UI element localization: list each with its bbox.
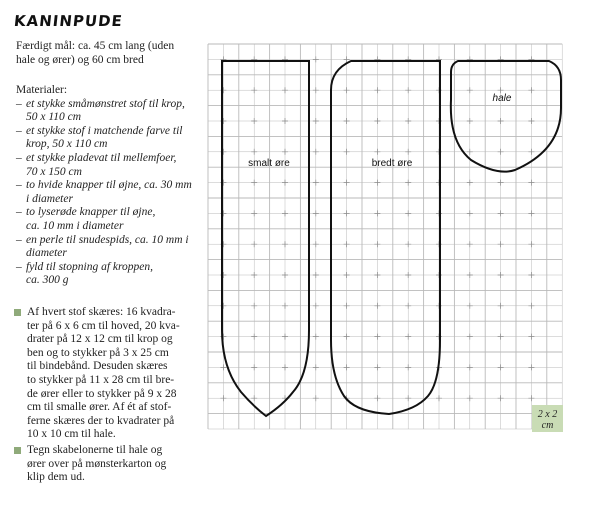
grid-cross: [528, 272, 534, 278]
grid-cross: [344, 149, 350, 155]
grid-cross: [467, 303, 473, 309]
grid-cross: [467, 118, 473, 124]
grid-cross: [282, 180, 288, 186]
grid-cross: [344, 334, 350, 340]
grid-cross: [344, 303, 350, 309]
material-item: – to lyserøde knapper til øjne, ca. 10 mm i diameter: [16, 206, 200, 233]
grid-cross: [282, 364, 288, 370]
grid-cross: [498, 395, 504, 401]
grid-cross: [220, 364, 226, 370]
scale-label: 2 x 2: [537, 409, 558, 420]
grid-cross: [467, 364, 473, 370]
grid-cross: [374, 303, 380, 309]
grid-cross: [528, 210, 534, 216]
grid-cross: [313, 56, 319, 62]
grid-cross: [251, 180, 257, 186]
grid-cross: [374, 118, 380, 124]
scale-unit: cm: [541, 420, 554, 431]
grid-cross: [528, 395, 534, 401]
intro-line: hale og ører) og 60 cm bred: [16, 53, 144, 66]
grid-cross: [467, 272, 473, 278]
material-item: – en perle til snudespids, ca. 10 mm i diameter: [16, 234, 200, 261]
grid-cross: [528, 303, 534, 309]
grid-cross: [467, 87, 473, 93]
grid-cross: [251, 87, 257, 93]
grid-cross: [498, 118, 504, 124]
grid-cross: [405, 272, 411, 278]
material-item: – fyld til stopning af kroppen, ca. 300 g: [16, 261, 200, 288]
grid-cross: [498, 210, 504, 216]
grid-cross: [528, 149, 534, 155]
grid-cross: [344, 118, 350, 124]
instruction-step: Af hvert stof skæres: 16 kvadra- ter på 6 x 6 cm til hoved, 20 kva- drater på 12 x 12 cm til krop og ben og to stykker på 3 x 25 cm til bindebånd. Desuden skæres to stykker på 11 x 28 cm til bre- de ører eller to stykker på 9 x 28 cm til smalle ører. Af ét af stof- ferne skæres der to kvadrater på 10 x 10 cm til hale.: [14, 306, 196, 442]
grid-cross: [498, 364, 504, 370]
grid-cross: [405, 241, 411, 247]
grid-cross: [251, 334, 257, 340]
grid-cross: [251, 303, 257, 309]
grid-cross: [251, 364, 257, 370]
grid-cross: [498, 272, 504, 278]
grid-cross: [374, 241, 380, 247]
grid-cross: [528, 241, 534, 247]
grid-cross: [251, 395, 257, 401]
grid-cross: [344, 210, 350, 216]
grid-cross: [467, 210, 473, 216]
grid-cross: [467, 241, 473, 247]
grid-cross: [251, 210, 257, 216]
grid-cross: [344, 241, 350, 247]
material-item: – et stykke stof i matchende farve til krop, 50 x 110 cm: [16, 125, 200, 152]
grid-cross: [374, 395, 380, 401]
grid-cross: [467, 395, 473, 401]
narrow-ear-label: smalt øre: [248, 158, 290, 169]
material-item: – to hvide knapper til øjne, ca. 30 mm i diameter: [16, 179, 200, 206]
grid-cross: [467, 180, 473, 186]
grid-cross: [282, 334, 288, 340]
grid-cross: [374, 210, 380, 216]
grid-cross: [313, 118, 319, 124]
grid-cross: [313, 180, 319, 186]
material-item: – et stykke småmønstret stof til krop, 50 x 110 cm: [16, 98, 200, 125]
grid-cross: [282, 272, 288, 278]
grid-cross: [313, 364, 319, 370]
grid-cross: [344, 364, 350, 370]
grid-cross: [498, 241, 504, 247]
material-item: – et stykke pladevat til mellemfoer, 70 x 150 cm: [16, 152, 200, 179]
grid-cross: [282, 118, 288, 124]
tail-template: [451, 61, 561, 172]
grid-cross: [313, 149, 319, 155]
grid-cross: [344, 272, 350, 278]
grid-cross: [282, 210, 288, 216]
materials-heading: Materialer:: [16, 84, 68, 96]
grid-cross: [436, 395, 442, 401]
grid-cross: [344, 180, 350, 186]
grid-cross: [374, 87, 380, 93]
grid-cross: [220, 395, 226, 401]
grid-cross: [528, 334, 534, 340]
grid-cross: [498, 303, 504, 309]
grid-cross: [405, 87, 411, 93]
grid-cross: [374, 272, 380, 278]
grid-cross: [374, 180, 380, 186]
grid-cross: [282, 303, 288, 309]
grid-cross: [282, 149, 288, 155]
grid-cross: [498, 334, 504, 340]
grid-cross: [405, 149, 411, 155]
grid-cross: [251, 241, 257, 247]
grid-cross: [498, 180, 504, 186]
grid-cross: [313, 272, 319, 278]
grid-cross: [313, 241, 319, 247]
grid-cross: [498, 149, 504, 155]
page-title: KANINPUDE: [13, 12, 124, 30]
grid-cross: [405, 364, 411, 370]
grid-cross: [313, 334, 319, 340]
grid-cross: [313, 303, 319, 309]
grid-cross: [251, 149, 257, 155]
grid-cross: [405, 180, 411, 186]
grid-cross: [282, 87, 288, 93]
grid-cross: [467, 334, 473, 340]
grid-cross: [405, 303, 411, 309]
intro-line: Færdigt mål: ca. 45 cm lang (uden: [16, 40, 175, 52]
grid-cross: [344, 87, 350, 93]
grid-cross: [374, 149, 380, 155]
grid-cross: [251, 118, 257, 124]
grid-cross: [313, 395, 319, 401]
grid-cross: [251, 272, 257, 278]
grid-cross: [405, 334, 411, 340]
grid-cross: [405, 118, 411, 124]
wide-ear-label: bredt øre: [371, 158, 413, 169]
grid-cross: [528, 87, 534, 93]
grid-cross: [374, 334, 380, 340]
grid-cross: [282, 241, 288, 247]
grid-cross: [374, 364, 380, 370]
grid-cross: [467, 149, 473, 155]
grid-cross: [528, 180, 534, 186]
grid-cross: [313, 87, 319, 93]
grid-cross: [528, 364, 534, 370]
grid-cross: [405, 210, 411, 216]
grid-cross: [313, 210, 319, 216]
narrow-ear-template: [222, 61, 309, 416]
grid-cross: [405, 395, 411, 401]
grid-cross: [528, 118, 534, 124]
instruction-step: Tegn skabelonerne til hale og ører over på mønsterkarton og klip dem ud.: [14, 444, 196, 485]
tail-label: hale: [492, 93, 512, 104]
